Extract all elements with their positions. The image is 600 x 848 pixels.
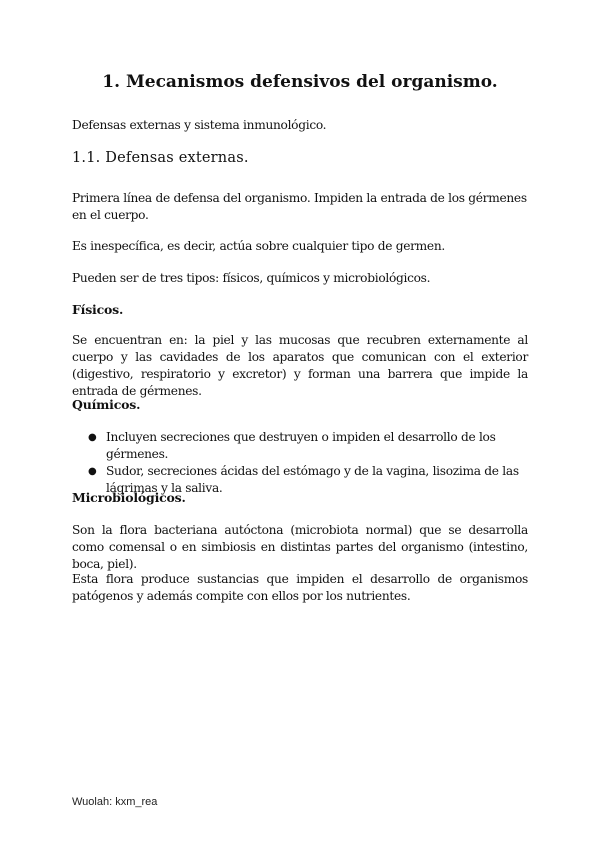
page-title: 1. Mecanismos defensivos del organismo. [102,72,498,92]
quimicos-list [72,429,528,497]
section-paragraph: Es inespecífica, es decir, actúa sobre cualquier tipo de germen. [72,239,445,253]
section-paragraph: Primera línea de defensa del organismo. Impiden la entrada de los gérmenes en el cuerpo. [72,191,527,222]
microbiologicos-paragraph: Esta flora produce sustancias que impiden el desarrollo de organismos patógenos y además compite con ellos por los nutrientes. [72,572,528,603]
bullet-icon: ● [88,432,97,443]
intro-text: Defensas externas y sistema inmunológico. [72,118,327,132]
list-item [72,429,528,463]
fisicos-heading: Físicos. [72,302,124,317]
bullet-icon: ● [88,466,97,477]
section-paragraph: Pueden ser de tres tipos: físicos, químicos y microbiológicos. [72,271,431,285]
list-item-text: Incluyen secreciones que destruyen o impiden el desarrollo de los gérmenes. [106,430,496,461]
quimicos-heading: Químicos. [72,397,141,412]
footer-credit: Wuolah: kxm_rea [72,796,158,808]
fisicos-text: Se encuentran en: la piel y las mucosas que recubren externamente al cuerpo y las cavidades de los aparatos que comunican con el exterior (digestivo, respiratorio y excretor) y forman una barrera que impide la entrada de gérmenes. [72,333,528,398]
list-item-text: Sudor, secreciones ácidas del estómago y de la vagina, lisozima de las lágrimas y la saliva. [106,464,519,495]
section-heading: 1.1. Defensas externas. [72,150,249,166]
microbiologicos-paragraph: Son la flora bacteriana autóctona (microbiota normal) que se desarrolla como comensal o en simbiosis en distintas partes del organismo (intestino, boca, piel). [72,523,528,571]
microbiologicos-heading: Microbiológicos. [72,490,186,505]
